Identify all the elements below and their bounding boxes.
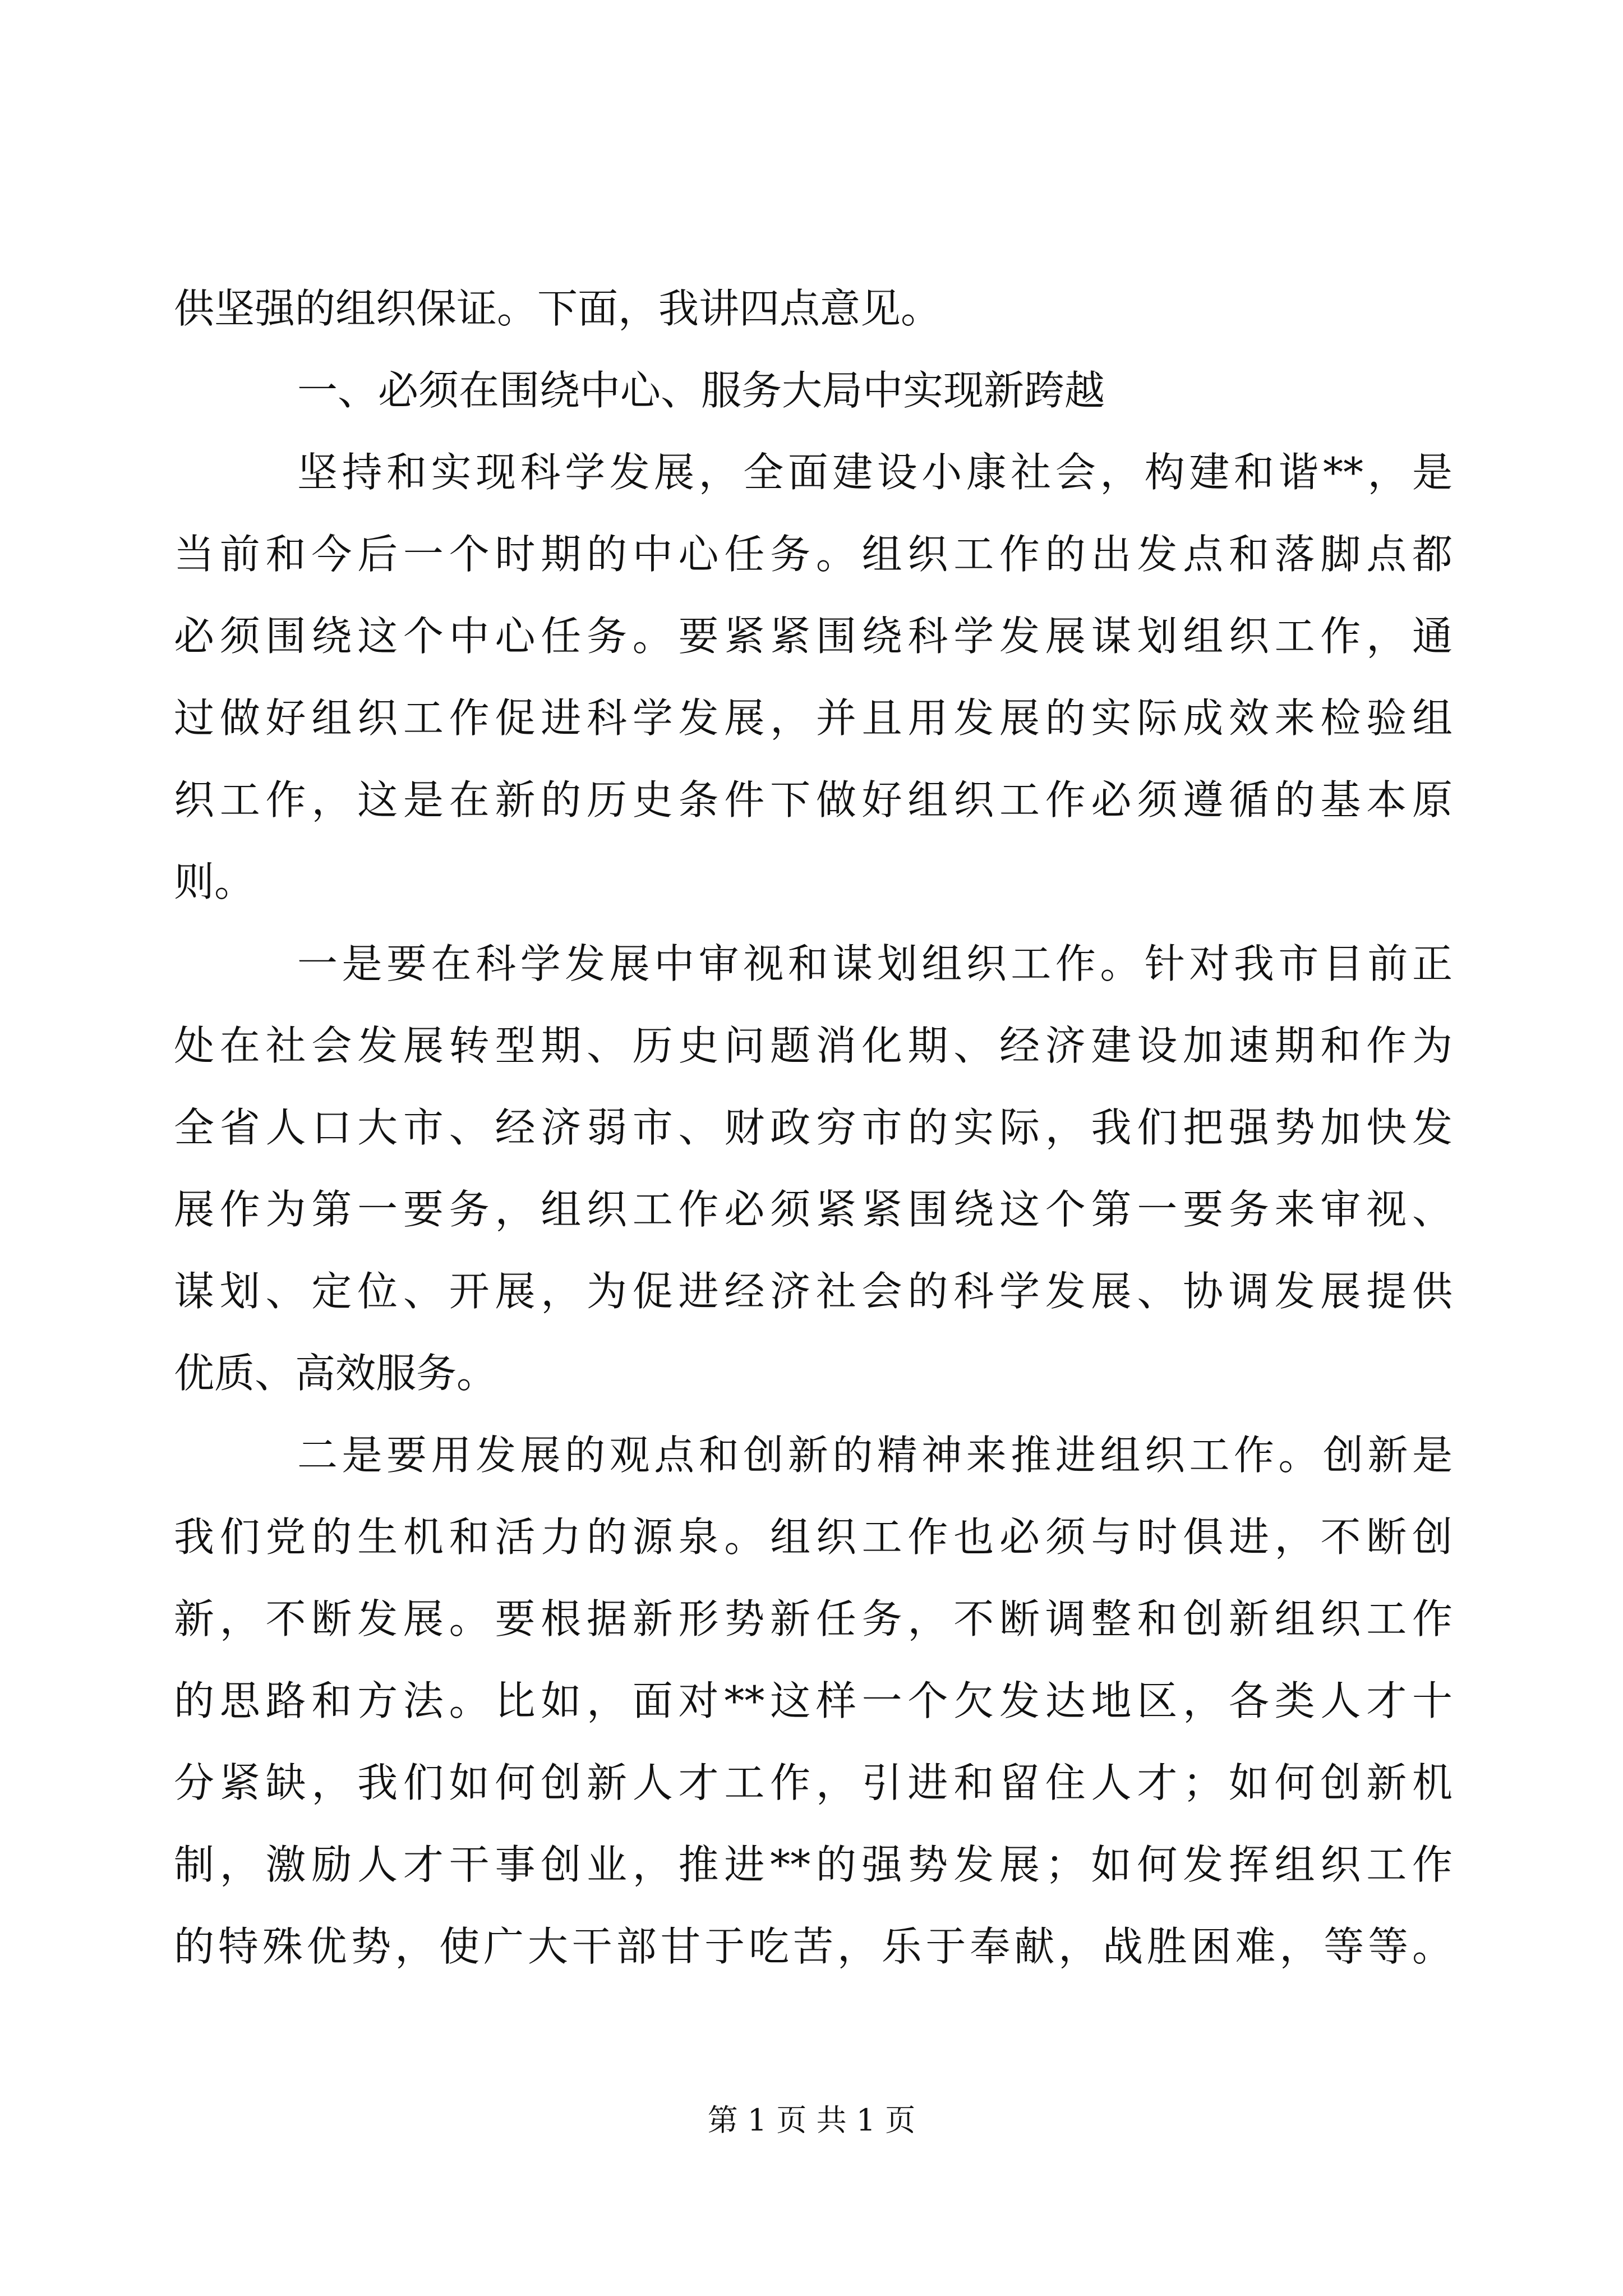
text-line-21: 的特殊优势，使广大干部甘于吃苦，乐于奉献，战胜困难，等等。: [174, 1923, 1453, 1970]
text-line-17: 新，不断发展。要根据新形势新任务，不断调整和创新组织工作: [174, 1595, 1453, 1642]
text-line-1: 供坚强的组织保证。下面，我讲四点意见。: [174, 285, 942, 332]
page-number-footer: 第 1 页 共 1 页: [707, 2102, 916, 2138]
text-line-18: 的思路和方法。比如，面对**这样一个欠发达地区，各类人才十: [174, 1677, 1453, 1724]
text-line-7: 织工作，这是在新的历史条件下做好组织工作必须遵循的基本原: [174, 776, 1453, 823]
text-line-19: 分紧缺，我们如何创新人才工作，引进和留住人才；如何创新机: [174, 1759, 1453, 1806]
text-line-13: 谋划、定位、开展，为促进经济社会的科学发展、协调发展提供: [174, 1268, 1453, 1315]
text-line-15: 二是要用发展的观点和创新的精神来推进组织工作。创新是: [297, 1432, 1453, 1479]
text-line-10: 处在社会发展转型期、历史问题消化期、经济建设加速期和作为: [174, 1022, 1453, 1069]
text-line-20: 制，激励人才干事创业，推进**的强势发展；如何发挥组织工作: [174, 1841, 1453, 1888]
section-heading-1: 一、必须在围绕中心、服务大局中实现新跨越: [297, 367, 1105, 414]
text-line-14: 优质、高效服务。: [174, 1350, 497, 1397]
text-line-16: 我们党的生机和活力的源泉。组织工作也必须与时俱进，不断创: [174, 1513, 1453, 1561]
text-line-6: 过做好组织工作促进科学发展，并且用发展的实际成效来检验组: [174, 694, 1453, 742]
text-line-12: 展作为第一要务，组织工作必须紧紧围绕这个第一要务来审视、: [174, 1186, 1453, 1233]
text-line-4: 当前和今后一个时期的中心任务。组织工作的出发点和落脚点都: [174, 531, 1453, 578]
text-line-5: 必须围绕这个中心任务。要紧紧围绕科学发展谋划组织工作，通: [174, 613, 1453, 660]
text-line-9: 一是要在科学发展中审视和谋划组织工作。针对我市目前正: [297, 940, 1453, 987]
text-line-11: 全省人口大市、经济弱市、财政穷市的实际，我们把强势加快发: [174, 1104, 1453, 1151]
text-line-8: 则。: [174, 858, 255, 905]
text-line-3: 坚持和实现科学发展，全面建设小康社会，构建和谐**，是: [297, 449, 1453, 496]
